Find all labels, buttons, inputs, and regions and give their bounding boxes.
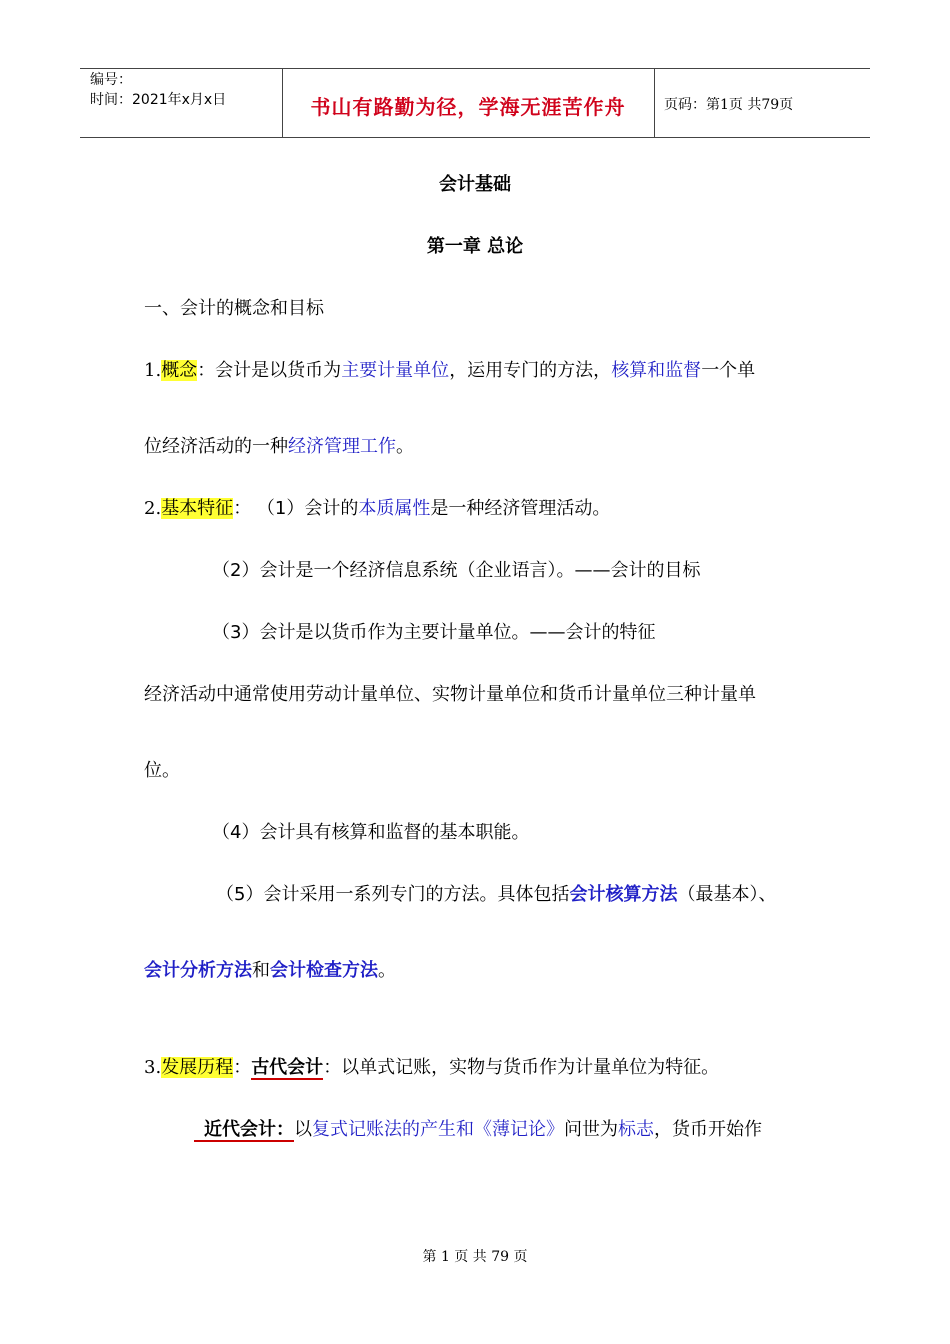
- highlighted-term: 基本特征: [161, 498, 234, 519]
- number-label: 编号：: [90, 72, 132, 88]
- paragraph-units: 经济活动中通常使用劳动计量单位、实物计量单位和货币计量单位三种计量单: [144, 684, 756, 705]
- feature-5: （5）会计采用一系列专门的方法。具体包括会计核算方法（最基本）、: [216, 884, 777, 905]
- doc-title: 会计基础: [439, 174, 511, 195]
- section-heading: 一、会计的概念和目标: [144, 298, 324, 319]
- page-header: [80, 68, 870, 138]
- page-info: 页码：第1页 共79页: [664, 97, 794, 113]
- highlighted-term: 发展历程: [161, 1057, 234, 1078]
- motto: 书山有路勤为径，学海无涯苦作舟: [310, 95, 626, 119]
- feature-3: （3）会计是以货币作为主要计量单位。——会计的特征: [212, 622, 656, 643]
- paragraph-features: 2.基本特征： （1）会计的本质属性是一种经济管理活动。: [144, 498, 611, 519]
- paragraph-units-cont: 位。: [144, 760, 180, 781]
- paragraph-history: 3.发展历程：古代会计：以单式记账，实物与货币作为计量单位为特征。: [144, 1057, 720, 1078]
- header-right-cell: [654, 69, 870, 137]
- highlighted-term: 概念: [161, 360, 198, 381]
- page-footer: 第 1 页 共 79 页: [422, 1249, 528, 1265]
- chapter-title: 第一章 总论: [426, 236, 524, 257]
- paragraph-concept: 1.概念：会计是以货币为主要计量单位，运用专门的方法，核算和监督一个单: [144, 360, 756, 381]
- feature-4: （4）会计具有核算和监督的基本职能。: [212, 822, 530, 843]
- time-label: 时间：2021年x月x日: [90, 92, 227, 108]
- header-motto-cell: [282, 69, 655, 137]
- feature-5-cont: 会计分析方法和会计检查方法。: [144, 960, 396, 981]
- header-left-cell: [80, 69, 283, 137]
- paragraph-modern: 近代会计：以复式记账法的产生和《薄记论》问世为标志，货币开始作: [194, 1117, 762, 1143]
- feature-2: （2）会计是一个经济信息系统（企业语言）。——会计的目标: [212, 560, 701, 581]
- paragraph-concept-cont: 位经济活动的一种经济管理工作。: [144, 436, 414, 457]
